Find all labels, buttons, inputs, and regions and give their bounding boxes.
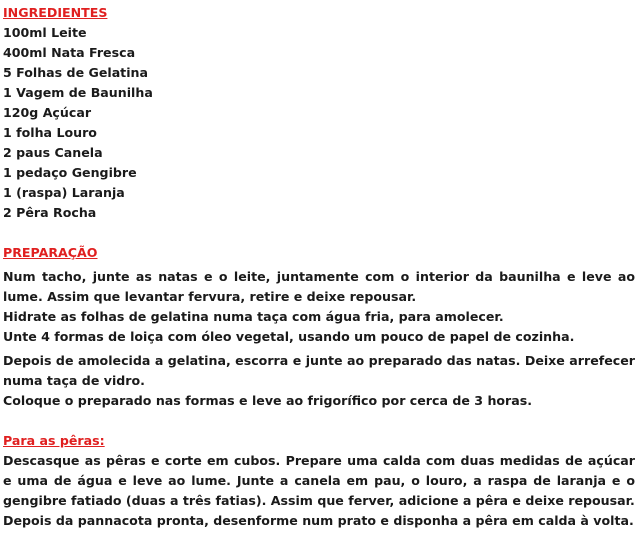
pears-paragraph: Descasque as pêras e corte em cubos. Prepare uma calda com duas medidas de açúcar e uma de água e leve ao lume. Junte a canela em pau, o louro, a raspa de laranja e o gengibre fatiado (duas a três fatias). Assim que ferver, adicione a pêra e deixe repousar. xyxy=(3,453,635,508)
ingredient-item: 1 (raspa) Laranja xyxy=(3,185,125,200)
ingredient-item: 120g Açúcar xyxy=(3,105,92,120)
preparation-paragraph: Coloque o preparado nas formas e leve ao frigorífico por cerca de 3 horas. xyxy=(3,393,533,408)
pears-heading: Para as pêras: xyxy=(3,433,105,448)
preparation-paragraph: Hidrate as folhas de gelatina numa taça com água fria, para amolecer. xyxy=(3,309,504,324)
ingredients-heading: INGREDIENTES xyxy=(3,5,108,20)
ingredient-item: 2 paus Canela xyxy=(3,145,103,160)
ingredient-item: 100ml Leite xyxy=(3,25,87,40)
pears-paragraph: Depois da pannacota pronta, desenforme num prato e disponha a pêra em calda à volta. xyxy=(3,513,634,528)
spacer xyxy=(3,223,635,243)
preparation-paragraph: Num tacho, junte as natas e o leite, juntamente com o interior da baunilha e leve ao lume. Assim que levantar fervura, retire e deixe repousar. xyxy=(3,269,635,304)
ingredient-item: 2 Pêra Rocha xyxy=(3,205,97,220)
preparation-paragraph: Unte 4 formas de loiça com óleo vegetal, usando um pouco de papel de cozinha. xyxy=(3,329,575,344)
ingredient-item: 1 folha Louro xyxy=(3,125,97,140)
ingredient-item: 400ml Nata Fresca xyxy=(3,45,136,60)
preparation-heading: PREPARAÇÃO xyxy=(3,245,98,260)
ingredient-item: 5 Folhas de Gelatina xyxy=(3,65,148,80)
spacer xyxy=(3,411,635,431)
preparation-paragraph: Depois de amolecida a gelatina, escorra e junte ao preparado das natas. Deixe arrefecer numa taça de vidro. xyxy=(3,353,635,388)
ingredient-item: 1 Vagem de Baunilha xyxy=(3,85,153,100)
ingredient-item: 1 pedaço Gengibre xyxy=(3,165,137,180)
